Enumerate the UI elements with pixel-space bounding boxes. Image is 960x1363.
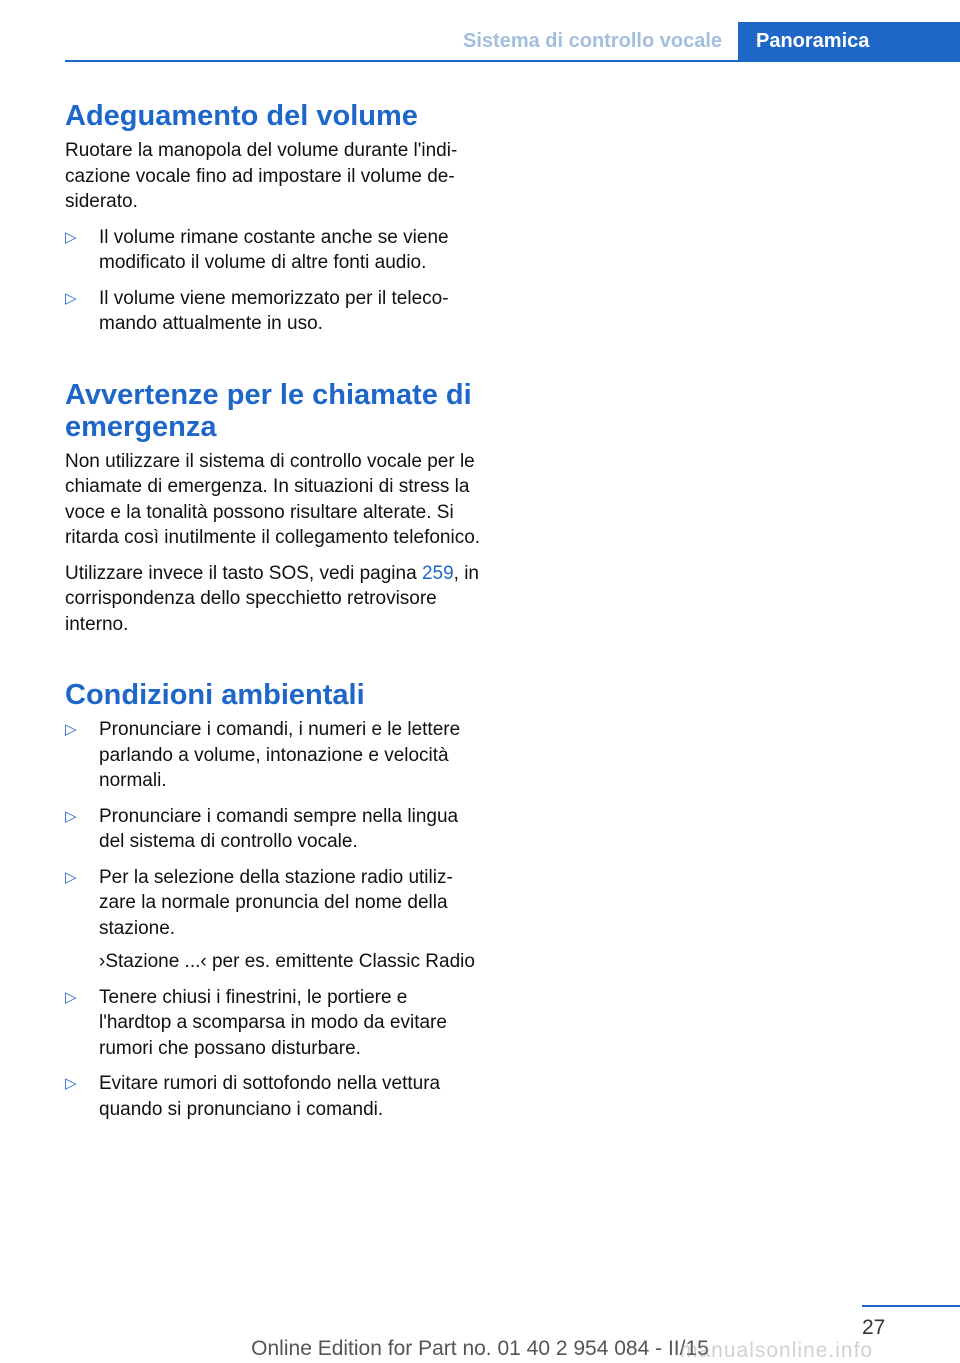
page-number-rule — [862, 1305, 960, 1307]
list-item — [65, 225, 483, 276]
list-item — [65, 865, 483, 975]
triangle-bullet-icon: ▷ — [65, 228, 77, 246]
emergency-paragraph: Non utilizzare il sistema di controllo vocale per le chiamate di emergenza. In situazioni di stress la voce e la tonalità possono risultare alterate. Si ritarda così inutilmente il collegamento telefonico. — [65, 450, 481, 548]
triangle-bullet-icon: ▷ — [65, 1075, 77, 1092]
volume-list — [65, 225, 483, 337]
list-item-text: Evitare rumori di sottofondo nella vettura quando si pronunciano i comandi. — [99, 1073, 441, 1120]
triangle-bullet-icon: ▷ — [65, 721, 77, 738]
watermark: manualsonline.info — [680, 1339, 874, 1362]
sos-text-before: Utilizzare invece il tasto SOS, vedi pagina — [65, 562, 422, 584]
list-item-text: Pronunciare i comandi sempre nella lingua del sistema di controllo vocale. — [99, 805, 459, 852]
header-tab-panoramica: Panoramica — [738, 22, 960, 62]
list-item-text: Tenere chiusi i finestrini, le portiere e l'hardtop a scomparsa in modo da evitare rumori che possano disturbare. — [99, 986, 447, 1059]
list-item — [65, 985, 483, 1062]
page-number: 27 — [862, 1316, 886, 1339]
footer-edition: Online Edition for Part no. 01 40 2 954 084 - II/15 — [251, 1337, 709, 1360]
triangle-bullet-icon: ▷ — [65, 807, 77, 825]
list-item — [65, 804, 483, 855]
section-title-volume: Adeguamento del volume — [65, 100, 418, 132]
sos-text-after: , in corrispondenza dello specchietto retrovisore interno. — [65, 562, 480, 635]
list-item-text: Per la selezione della stazione radio utilizzare la normale pronuncia del nome della stazione. — [99, 866, 453, 939]
list-item — [65, 1071, 483, 1122]
list-item-example: ›Stazione ...‹ per es. emittente Classic Radio — [99, 951, 475, 972]
header-rule — [65, 60, 960, 62]
sos-paragraph — [65, 561, 483, 638]
list-item — [65, 286, 483, 337]
section-title-emergency: Avvertenze per le chiamate di emergenza — [65, 378, 472, 443]
page-link-259[interactable]: 259 — [421, 562, 454, 584]
list-item-text: Pronunciare i comandi, i numeri e le lettere parlando a volume, intonazione e velocità normali. — [99, 719, 461, 791]
page-content — [65, 100, 483, 1132]
section-spacer — [65, 347, 483, 379]
header-section-title: Sistema di controllo vocale — [463, 30, 722, 52]
list-item-text: Il volume rimane costante anche se viene modificato il volume di altre fonti audio. — [99, 226, 449, 273]
triangle-bullet-icon: ▷ — [65, 988, 77, 1006]
environment-list — [65, 717, 483, 1122]
section-title-environment: Condizioni ambientali — [65, 679, 365, 711]
list-item — [65, 717, 483, 794]
section-spacer — [65, 647, 483, 679]
list-item-text: Il volume viene memorizzato per il telecomando attualmente in uso. — [99, 287, 449, 334]
volume-paragraph: Ruotare la manopola del volume durante l'indicazione vocale fino ad impostare il volume desiderato. — [65, 140, 458, 212]
triangle-bullet-icon: ▷ — [65, 868, 77, 886]
triangle-bullet-icon: ▷ — [65, 289, 77, 307]
